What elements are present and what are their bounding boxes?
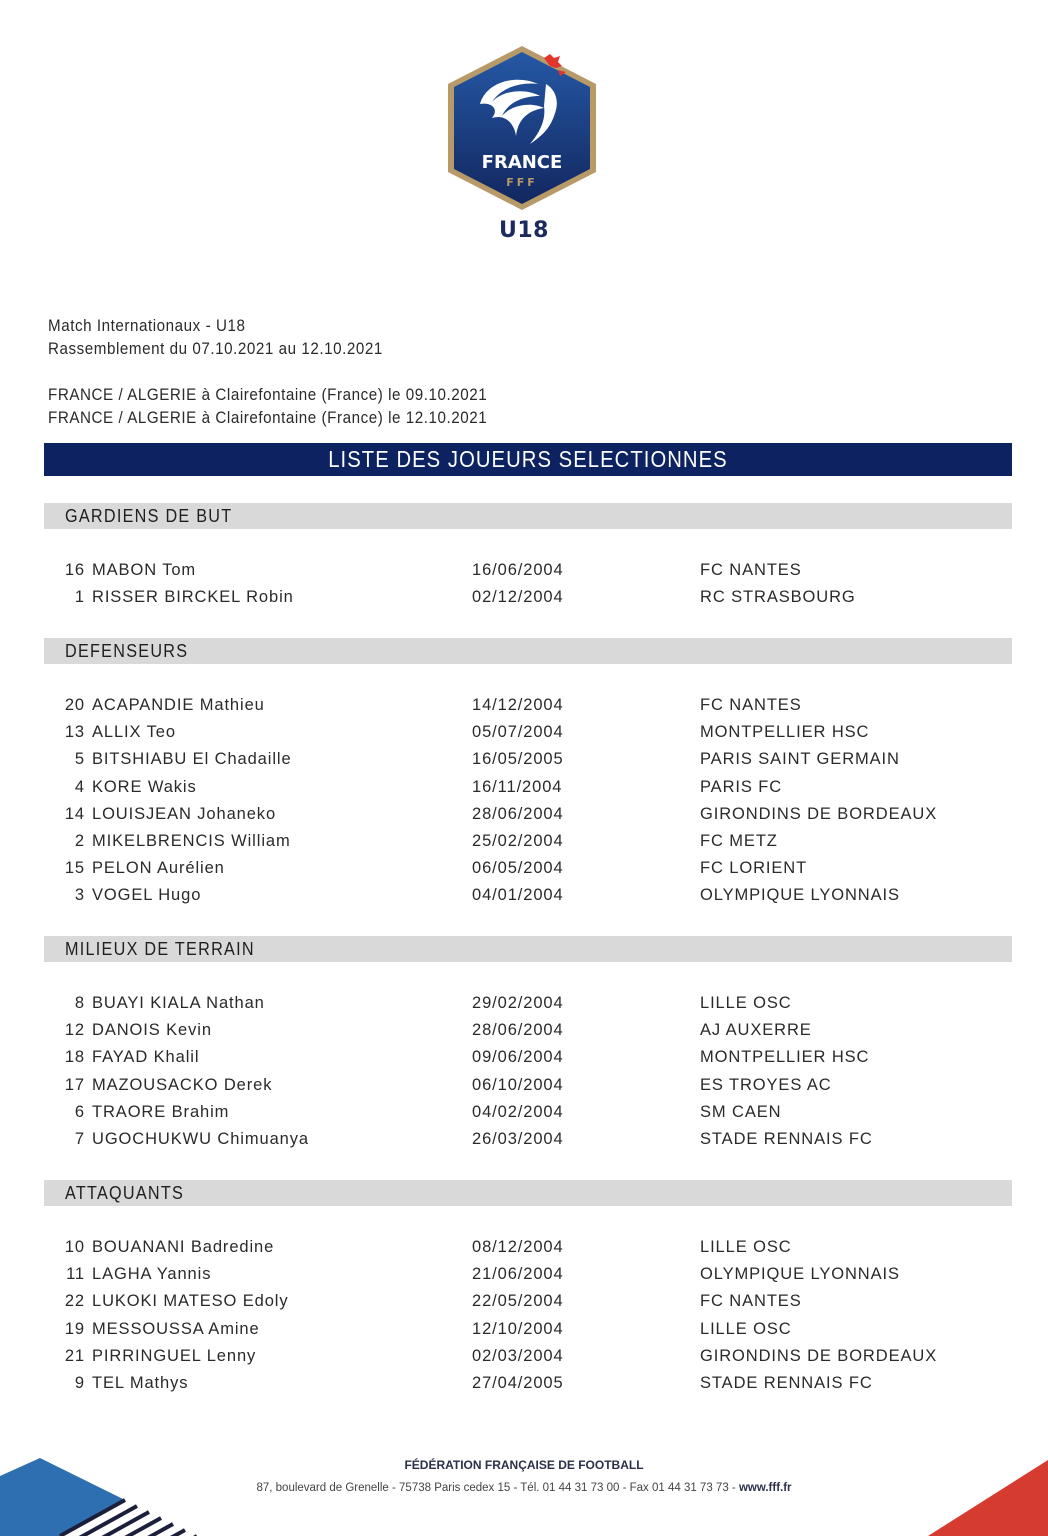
player-birthdate: 27/04/2005 <box>472 1374 564 1392</box>
match-1: FRANCE / ALGERIE à Clairefontaine (France) le 09.10.2021 <box>48 386 488 404</box>
player-number: 6 <box>74 1102 85 1121</box>
player-name: PELON Aurélien <box>92 859 225 878</box>
player-number: 15 <box>64 859 85 878</box>
player-name: MABON Tom <box>92 561 197 579</box>
player-name: ACAPANDIE Mathieu <box>92 696 265 714</box>
player-club: RC STRASBOURG <box>700 588 856 607</box>
player-club: AJ AUXERRE <box>700 1021 812 1040</box>
player-birthdate: 22/05/2004 <box>472 1292 564 1311</box>
player-name: LAGHA Yannis <box>92 1265 212 1284</box>
player-birthdate: 14/12/2004 <box>472 696 564 714</box>
player-number: 7 <box>74 1130 85 1148</box>
player-number: 21 <box>64 1346 85 1365</box>
player-club: GIRONDINS DE BORDEAUX <box>700 1346 938 1365</box>
player-row <box>0 1126 1048 1153</box>
player-row <box>0 1343 1048 1370</box>
player-birthdate: 28/06/2004 <box>472 804 564 823</box>
player-birthdate: 02/03/2004 <box>472 1346 564 1365</box>
player-name: MAZOUSACKO Derek <box>92 1075 273 1094</box>
player-birthdate: 02/12/2004 <box>472 588 564 607</box>
player-number: 4 <box>74 777 85 796</box>
player-name: VOGEL Hugo <box>92 886 202 905</box>
player-club: LILLE OSC <box>700 1319 792 1338</box>
player-birthdate: 04/02/2004 <box>472 1102 564 1121</box>
player-row <box>0 882 1048 909</box>
team-label: U18 <box>499 218 549 243</box>
section-title: DEFENSEURS <box>65 641 189 661</box>
player-name: DANOIS Kevin <box>92 1021 212 1040</box>
player-birthdate: 05/07/2004 <box>472 723 564 742</box>
player-birthdate: 25/02/2004 <box>472 832 564 850</box>
player-row <box>0 1017 1048 1044</box>
player-birthdate: 29/02/2004 <box>472 994 564 1012</box>
player-number: 9 <box>74 1374 85 1392</box>
section-header <box>44 638 1012 664</box>
player-number: 13 <box>64 723 85 742</box>
player-birthdate: 09/06/2004 <box>472 1048 564 1067</box>
player-number: 14 <box>64 804 85 823</box>
player-name: BITSHIABU El Chadaille <box>92 750 292 769</box>
player-number: 2 <box>74 832 85 850</box>
player-birthdate: 28/06/2004 <box>472 1021 564 1040</box>
player-row <box>0 828 1048 855</box>
player-row <box>0 990 1048 1017</box>
player-club: STADE RENNAIS FC <box>700 1374 873 1392</box>
player-club: MONTPELLIER HSC <box>700 1048 870 1067</box>
player-birthdate: 16/05/2005 <box>472 750 564 769</box>
player-name: BUAYI KIALA Nathan <box>92 994 265 1012</box>
player-birthdate: 16/11/2004 <box>472 777 563 796</box>
player-number: 19 <box>64 1319 85 1338</box>
player-name: MIKELBRENCIS William <box>92 832 291 850</box>
player-club: OLYMPIQUE LYONNAIS <box>700 886 900 905</box>
player-club: OLYMPIQUE LYONNAIS <box>700 1265 900 1284</box>
footer-address-text: 87, boulevard de Grenelle - 75738 Paris cedex 15 - Tél. 01 44 31 73 00 - Fax 01 44 31 73 73 - <box>256 1482 739 1494</box>
player-club: MONTPELLIER HSC <box>700 723 870 742</box>
player-club: ES TROYES AC <box>700 1075 832 1094</box>
player-name: UGOCHUKWU Chimuanya <box>92 1130 309 1148</box>
player-row <box>0 1288 1048 1315</box>
player-number: 3 <box>74 886 85 905</box>
player-number: 22 <box>64 1292 85 1311</box>
footer-federation: FÉDÉRATION FRANÇAISE DE FOOTBALL <box>404 1458 644 1472</box>
list-banner <box>44 443 1012 476</box>
player-name: TEL Mathys <box>92 1374 189 1392</box>
crest-subtext: FFF <box>506 176 538 189</box>
player-row <box>0 1099 1048 1126</box>
decorative-stripes-left <box>0 1450 230 1536</box>
player-club: FC NANTES <box>700 561 802 579</box>
gathering-dates: Rassemblement du 07.10.2021 au 12.10.2021 <box>48 340 383 358</box>
player-birthdate: 06/05/2004 <box>472 859 564 878</box>
section-title: ATTAQUANTS <box>65 1183 185 1203</box>
player-name: LUKOKI MATESO Edoly <box>92 1292 289 1311</box>
player-birthdate: 12/10/2004 <box>472 1319 564 1338</box>
section-title: MILIEUX DE TERRAIN <box>65 939 255 959</box>
player-row <box>0 1370 1048 1397</box>
player-row <box>0 557 1048 584</box>
player-birthdate: 04/01/2004 <box>472 886 564 905</box>
player-number: 8 <box>74 994 85 1012</box>
player-row <box>0 774 1048 801</box>
section-header <box>44 503 1012 529</box>
player-club: LILLE OSC <box>700 994 792 1012</box>
player-birthdate: 21/06/2004 <box>472 1265 564 1284</box>
player-row <box>0 855 1048 882</box>
player-number: 16 <box>64 561 85 579</box>
player-name: RISSER BIRCKEL Robin <box>92 588 294 607</box>
crest-text: FRANCE <box>481 152 563 173</box>
player-club: FC NANTES <box>700 696 802 714</box>
player-birthdate: 08/12/2004 <box>472 1238 564 1256</box>
player-club: LILLE OSC <box>700 1238 792 1256</box>
match-2: FRANCE / ALGERIE à Clairefontaine (France) le 12.10.2021 <box>48 409 488 427</box>
player-row <box>0 1234 1048 1261</box>
player-name: KORE Wakis <box>92 777 197 796</box>
player-club: PARIS FC <box>700 777 783 796</box>
player-row <box>0 1072 1048 1099</box>
player-birthdate: 16/06/2004 <box>472 561 564 579</box>
player-row <box>0 719 1048 746</box>
player-club: FC METZ <box>700 832 778 850</box>
player-row <box>0 746 1048 773</box>
player-club: FC NANTES <box>700 1292 802 1311</box>
player-row <box>0 801 1048 828</box>
player-birthdate: 26/03/2004 <box>472 1130 564 1148</box>
player-name: FAYAD Khalil <box>92 1048 200 1067</box>
section-header <box>44 936 1012 962</box>
decorative-red-triangle <box>868 1460 1048 1536</box>
player-row <box>0 584 1048 611</box>
player-club: SM CAEN <box>700 1102 782 1121</box>
player-name: ALLIX Teo <box>92 723 176 742</box>
player-birthdate: 06/10/2004 <box>472 1075 564 1094</box>
player-number: 1 <box>74 588 85 607</box>
player-row <box>0 692 1048 719</box>
player-name: BOUANANI Badredine <box>92 1238 275 1256</box>
section-title: GARDIENS DE BUT <box>65 506 233 526</box>
player-number: 5 <box>74 750 85 769</box>
player-name: PIRRINGUEL Lenny <box>92 1346 257 1365</box>
player-club: STADE RENNAIS FC <box>700 1130 873 1148</box>
fff-crest-logo <box>446 44 598 212</box>
player-number: 10 <box>64 1238 85 1256</box>
banner-title: LISTE DES JOUEURS SELECTIONNES <box>328 446 728 472</box>
player-row <box>0 1261 1048 1288</box>
section-header <box>44 1180 1012 1206</box>
player-row <box>0 1044 1048 1071</box>
player-number: 20 <box>64 696 85 714</box>
player-number: 11 <box>66 1265 85 1284</box>
footer-website[interactable]: www.fff.fr <box>738 1482 792 1494</box>
player-number: 18 <box>64 1048 85 1067</box>
player-name: MESSOUSSA Amine <box>92 1319 260 1338</box>
player-number: 17 <box>64 1075 85 1094</box>
player-name: TRAORE Brahim <box>92 1102 230 1121</box>
player-row <box>0 1316 1048 1343</box>
player-number: 12 <box>64 1021 85 1040</box>
player-club: GIRONDINS DE BORDEAUX <box>700 804 938 823</box>
match-title: Match Internationaux - U18 <box>48 317 246 335</box>
player-name: LOUISJEAN Johaneko <box>92 804 277 823</box>
player-club: FC LORIENT <box>700 859 808 878</box>
player-club: PARIS SAINT GERMAIN <box>700 750 900 769</box>
